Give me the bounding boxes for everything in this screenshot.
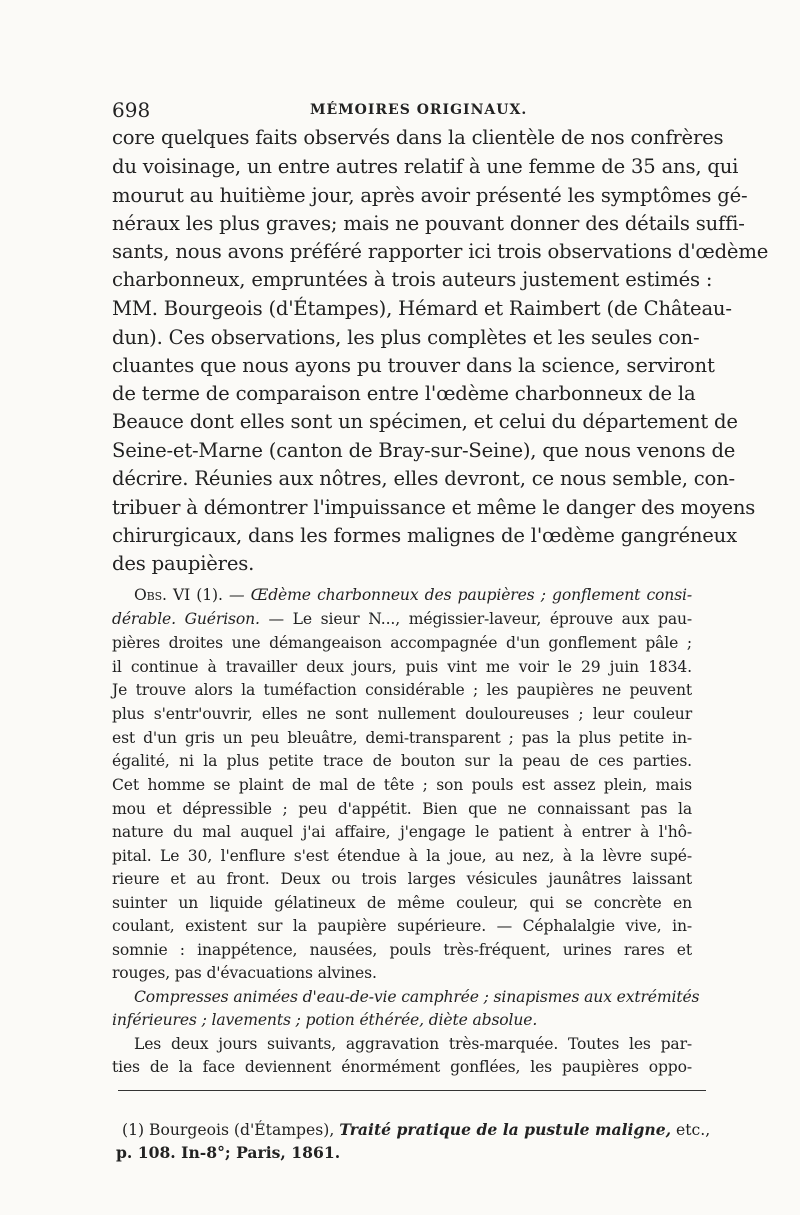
footnote-line: (1) Bourgeois (d'Étampes), Traité pratique de la pustule maligne, etc., [122,1120,711,1139]
text-line: mou et dépressible ; peu d'appétit. Bien que ne connaissant pas la [112,800,692,818]
running-title: MÉMOIRES ORIGINAUX. [310,102,528,118]
text-line: dérable. Guérison. — Le sieur N..., mégissier-laveur, éprouve aux pau- [112,610,693,628]
treatment-line: Compresses animées d'eau-de-vie camphrée ; sinapismes aux extrémités [134,988,700,1006]
text-line: core quelques faits observés dans la clientèle de nos confrères [112,126,724,149]
footnote-line: p. 108. In-8°; Paris, 1861. [116,1143,341,1162]
text-line: des paupières. [112,552,255,575]
text-line: rouges, pas d'évacuations alvines. [112,964,377,982]
text-line: égalité, ni la plus petite trace de bouton sur la peau de ces parties. [112,752,692,770]
text-line: Cet homme se plaint de mal de tête ; son pouls est assez plein, mais [112,776,692,794]
observation-heading [134,586,692,604]
footnote-work-title: Traité pratique de la pustule maligne, [339,1120,672,1139]
text-line: Seine-et-Marne (canton de Bray-sur-Seine), que nous venons de [112,439,736,462]
observation-title-cont: dérable. Guérison. [112,610,260,628]
text-line: il continue à travailler deux jours, puis vint me voir le 29 juin 1834. [112,658,692,676]
text-line: somnie : inappétence, nausées, pouls très-fréquent, urines rares et [112,941,692,959]
text-line: tribuer à démontrer l'impuissance et même le danger des moyens [112,496,756,519]
text-line: néraux les plus graves; mais ne pouvant donner des détails suffi- [112,212,745,235]
text-line: mourut au huitième jour, après avoir présenté les symptômes gé- [112,184,748,207]
text-line: nature du mal auquel j'ai affaire, j'engage le patient à entrer à l'hô- [112,823,692,841]
text-line: MM. Bourgeois (d'Étampes), Hémard et Raimbert (de Château- [112,297,732,320]
text-line: charbonneux, empruntées à trois auteurs justement estimés : [112,268,713,291]
text-line: suinter un liquide gélatineux de même couleur, qui se concrète en [112,894,692,912]
observation-title: — Œdème charbonneux des paupières ; gonflement consi- [228,586,692,604]
text-line: Je trouve alors la tuméfaction considérable ; les paupières ne peuvent [112,681,692,699]
text-line: pital. Le 30, l'enflure s'est étendue à la joue, au nez, à la lèvre supé- [112,847,692,865]
text-line: de terme de comparaison entre l'œdème charbonneux de la [112,382,696,405]
observation-label: Obs. VI (1). [134,586,223,604]
text-line: ties de la face deviennent énormément gonflées, les paupières oppo- [112,1058,692,1076]
text-line: pières droites une démangeaison accompagnée d'un gonflement pâle ; [112,634,692,652]
text-line: du voisinage, un entre autres relatif à une femme de 35 ans, qui [112,155,739,178]
page-number: 698 [112,98,151,122]
text-line: rieure et au front. Deux ou trois larges vésicules jaunâtres laissant [112,870,692,888]
text-line: cluantes que nous ayons pu trouver dans la science, serviront [112,354,715,377]
page-header [112,98,692,124]
footnote-author: (1) Bourgeois (d'Étampes), [122,1121,335,1139]
text-line: dun). Ces observations, les plus complètes et les seules con- [112,326,700,349]
text-line: est d'un gris un peu bleuâtre, demi-transparent ; pas la plus petite in- [112,729,692,747]
text-line: coulant, existent sur la paupière supérieure. — Céphalalgie vive, in- [112,917,692,935]
text-line: décrire. Réunies aux nôtres, elles devront, ce nous semble, con- [112,467,735,490]
footnote-divider [118,1090,706,1091]
treatment-line: inférieures ; lavements ; potion éthérée, diète absolue. [112,1011,538,1029]
text-line: Les deux jours suivants, aggravation très-marquée. Toutes les par- [134,1035,692,1053]
text-line: sants, nous avons préféré rapporter ici trois observations d'œdème [112,240,769,263]
text-line: Beauce dont elles sont un spécimen, et celui du département de [112,410,738,433]
text-line: chirurgicaux, dans les formes malignes de l'œdème gangréneux [112,524,737,547]
text-line: plus s'entr'ouvrir, elles ne sont nullement douloureuses ; leur couleur [112,705,692,723]
